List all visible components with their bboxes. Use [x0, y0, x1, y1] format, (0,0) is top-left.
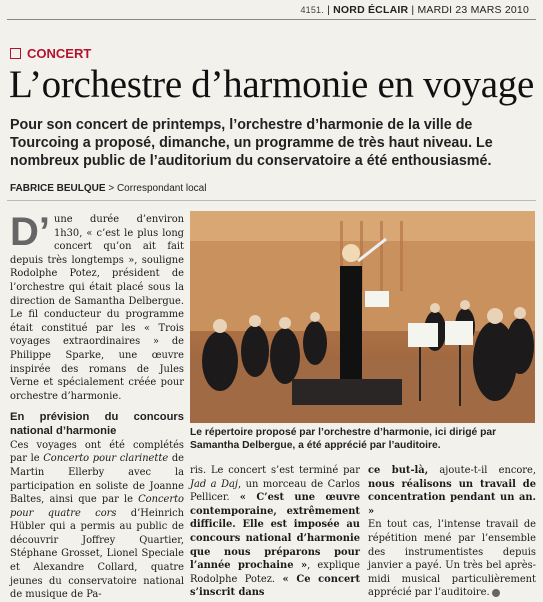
filled-circle-icon [492, 589, 500, 597]
work-title: Concerto pour clarinette [43, 453, 169, 465]
concert-photo [190, 211, 535, 423]
byline-role: > Correspondant local [108, 183, 207, 194]
issue-date: MARDI 23 MARS 2010 [417, 4, 529, 16]
quote: « C’est une œuvre contemporaine, extrêmement difficile. Elle est imposée au concours national d’harmonie que nous préparons pour l’année prochaine » [190, 492, 360, 572]
byline-rule [7, 200, 536, 201]
quote: ce but-là, [368, 465, 429, 476]
orchestra-photo-illustration [190, 211, 535, 423]
page-number: 4151. [300, 5, 324, 15]
paragraph-1-text: une durée d’environ 1h30, « c’est le plus long concert qu’on ait fait depuis très longtemps », souligne Rodolphe Potez, président de l’orchestre qui était placé sous la direction de Samantha Delbergue. Le fil conducteur du programme était constitué par les « Trois voyages extraordinaires » de Philippe Sparke, une œuvre inspirée des romans de Jules Verne et spécialement créée pour orchestre d’harmonie. [10, 214, 184, 402]
section-rubric [10, 46, 91, 61]
article-column-2: ris. Le concert s’est terminé par Jad a Daj, un morceau de Carlos Pellicer. « C’est une œuvre contemporaine, extrêmement difficile. Elle est imposée au concours national d’harmonie que nous préparons pour l’année prochaine », explique Rodolphe Potez. « Ce concert s’inscrit dans [190, 465, 361, 599]
newspaper-name: NORD ÉCLAIR [333, 4, 409, 16]
top-rule [7, 19, 536, 20]
paragraph-2: Ces voyages ont été complétés par le Concerto pour clarinette de Martin Ellerby avec la participation en soliste de Joanne Baltes, ainsi que par le Concerto pour quatre cors d’Heinrich Hübler qui a permis au public de découvrir Joffrey Quartier, Stéphane Grosset, Lionel Speciale et Alexandre Collard, quatre jeunes du conservatoire national de musique de Pa- [10, 439, 184, 601]
article-headline: L’orchestre d’harmonie en voyage [9, 63, 534, 106]
article-lead: Pour son concert de printemps, l’orchestre d’harmonie de la ville de Tourcoing a proposé, dimanche, un programme de très haut niveau. Le nombreux public de l’auditorium du conservatoire a été enthousiasmé. [10, 117, 493, 170]
work-title: Concerto pour quatre cors [10, 494, 184, 519]
square-outline-icon [10, 48, 21, 59]
work-title: Jad a Daj [190, 478, 238, 490]
byline-author: FABRICE BEULQUE [10, 183, 106, 194]
subheading: En prévision du concours national d’harmonie [10, 411, 184, 437]
photo-caption: Le répertoire proposé par l’orchestre d’harmonie, ici dirigé par Samantha Delbergue, a été apprécié par l’auditoire. [190, 427, 497, 451]
masthead: 4151. | NORD ÉCLAIR | MARDI 23 MARS 2010 [300, 4, 529, 16]
rubric-label: CONCERT [27, 46, 92, 61]
paragraph-1 [10, 210, 184, 403]
quote: « Ce concert s’inscrit dans [190, 573, 361, 599]
article-column-3: ce but-là, ajoute-t-il encore, nous réalisons un travail de concentration pendant un an. » En tout cas, l’intense travail de répétition mené par l’ensemble des instrumentistes depuis janvier a payé. Un très bel après-midi musical particulièrement apprécié par l’auditoire. [368, 465, 536, 599]
byline [10, 183, 206, 194]
article-column-1 [10, 210, 184, 602]
quote: nous réalisons un travail de concentration pendant un an. » [368, 478, 536, 517]
drop-cap: D’ [10, 210, 50, 254]
closing-paragraph: En tout cas, l’intense travail de répétition mené par l’ensemble des instrumentistes depuis janvier a payé. Un très bel après-midi musical particulièrement apprécié par l’auditoire. [368, 519, 536, 599]
